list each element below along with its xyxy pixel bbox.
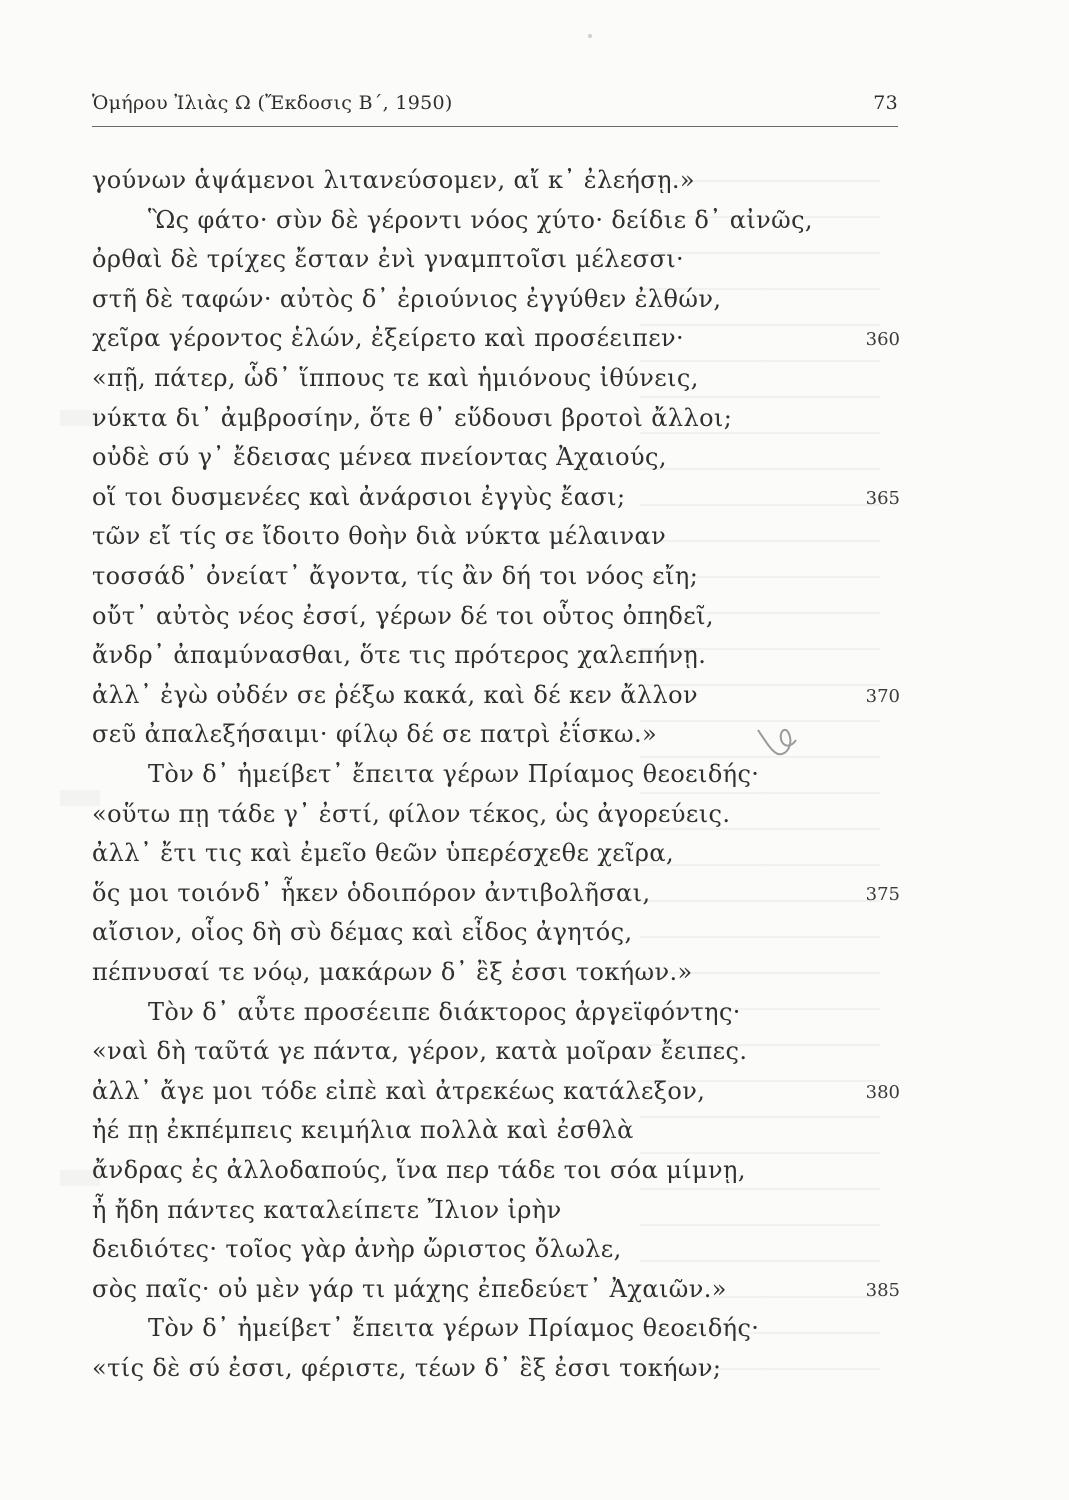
line-number: 365 xyxy=(865,487,900,509)
verse-line: οὔτ᾽ αὐτὸς νέος ἐσσί, γέρων δέ τοι οὗτος ὀπηδεῖ, xyxy=(92,601,714,630)
verse-line: Τὸν δ᾽ ἠμείβετ᾽ ἔπειτα γέρων Πρίαμος θεοειδής· xyxy=(148,1314,760,1343)
verse-line: «οὕτω πῃ τάδε γ᾽ ἐστί, φίλον τέκος, ὡς ἀγορεύεις. xyxy=(92,799,731,828)
verse-line: ἄνδρας ἐς ἀλλοδαπούς, ἵνα περ τάδε τοι σόα μίμνῃ, xyxy=(92,1156,746,1184)
verse-line: «πῇ, πάτερ, ὧδ᾽ ἵππους τε καὶ ἡμιόνους ἰθύνεις, xyxy=(92,364,699,392)
line-number: 370 xyxy=(865,685,900,707)
verse-line: γούνων ἁψάμενοι λιτανεύσομεν, αἴ κ᾽ ἐλεήσῃ.» xyxy=(92,166,695,194)
verse-line: Ὣς φάτο· σὺν δὲ γέροντι νόος χύτο· δείδιε δ᾽ αἰνῶς, xyxy=(148,205,813,234)
verse-line: «τίς δὲ σύ ἐσσι, φέριστε, τέων δ᾽ ἒξ ἐσσι τοκήων; xyxy=(92,1354,722,1382)
verse-line: νύκτα δι᾽ ἀμβροσίην, ὅτε θ᾽ εὕδουσι βροτοὶ ἄλλοι; xyxy=(92,403,733,432)
header-rule xyxy=(92,126,898,127)
verse-line: Τὸν δ᾽ ἠμείβετ᾽ ἔπειτα γέρων Πρίαμος θεοειδής· xyxy=(148,760,760,788)
verse-line: στῆ δὲ ταφών· αὐτὸς δ᾽ ἐριούνιος ἐγγύθεν ἐλθών, xyxy=(92,284,722,313)
verse-line: Τὸν δ᾽ αὖτε προσέειπε διάκτορος ἀργεϊφόντης· xyxy=(148,997,741,1026)
verse-line: οἵ τοι δυσμενέες καὶ ἀνάρσιοι ἐγγὺς ἔασι; xyxy=(92,482,626,511)
verse-line: δειδιότες· τοῖος γὰρ ἀνὴρ ὤριστος ὄλωλε, xyxy=(92,1235,622,1264)
pencil-check-mark xyxy=(752,712,804,764)
paper-speck xyxy=(588,34,592,38)
verse-line: ὅς μοι τοιόνδ᾽ ἧκεν ὁδοιπόρον ἀντιβολῆσαι, xyxy=(92,878,651,907)
verse-line: χεῖρα γέροντος ἑλών, ἐξείρετο καὶ προσέειπεν· xyxy=(92,324,685,353)
header-title: Ὁμήρου Ἰλιὰς Ω (Ἔκδοσις Β΄, 1950) xyxy=(92,92,453,114)
verse-line: τῶν εἴ τίς σε ἴδοιτο θοὴν διὰ νύκτα μέλαιναν xyxy=(92,522,667,551)
line-number: 385 xyxy=(865,1279,900,1301)
verse-line: πέπνυσαί τε νόῳ, μακάρων δ᾽ ἒξ ἐσσι τοκήων.» xyxy=(92,958,693,986)
verse-line: αἴσιον, οἷος δὴ σὺ δέμας καὶ εἶδος ἀγητός, xyxy=(92,918,633,947)
verse-line: ἀλλ᾽ ἐγὼ οὐδέν σε ῥέξω κακά, καὶ δέ κεν ἄλλον xyxy=(92,680,698,709)
verse-line: ἄνδρ᾽ ἀπαμύνασθαι, ὅτε τις πρότερος χαλεπήνῃ. xyxy=(92,641,707,670)
verse-line: ἦ ἤδη πάντες καταλείπετε Ἴλιον ἱρὴν xyxy=(92,1195,562,1224)
verse-line: ἠέ πῃ ἐκπέμπεις κειμήλια πολλὰ καὶ ἐσθλὰ xyxy=(92,1116,634,1145)
verse-line: ἀλλ᾽ ἔτι τις καὶ ἐμεῖο θεῶν ὑπερέσχεθε χεῖρα, xyxy=(92,839,675,868)
verse-line: σὸς παῖς· οὐ μὲν γάρ τι μάχης ἐπεδεύετ᾽ Ἀχαιῶν.» xyxy=(92,1274,727,1303)
verse-line: τοσσάδ᾽ ὀνείατ᾽ ἄγοντα, τίς ἂν δή τοι νόος εἴη; xyxy=(92,562,699,590)
verse-line: σεῦ ἀπαλεξήσαιμι· φίλῳ δέ σε πατρὶ ἐΐσκω.» xyxy=(92,720,658,749)
page-number: 73 xyxy=(873,92,898,114)
line-number: 360 xyxy=(865,329,900,351)
line-number: 375 xyxy=(865,883,900,905)
line-number: 380 xyxy=(865,1081,900,1103)
verse-line: «ναὶ δὴ ταῦτά γε πάντα, γέρον, κατὰ μοῖραν ἔειπες. xyxy=(92,1037,748,1066)
verse-line: οὐδὲ σύ γ᾽ ἔδεισας μένεα πνείοντας Ἀχαιούς, xyxy=(92,443,667,472)
verse-line: ὀρθαὶ δὲ τρίχες ἔσταν ἐνὶ γναμπτοῖσι μέλεσσι· xyxy=(92,245,685,274)
verse-line: ἀλλ᾽ ἄγε μοι τόδε εἰπὲ καὶ ἀτρεκέως κατάλεξον, xyxy=(92,1076,706,1105)
